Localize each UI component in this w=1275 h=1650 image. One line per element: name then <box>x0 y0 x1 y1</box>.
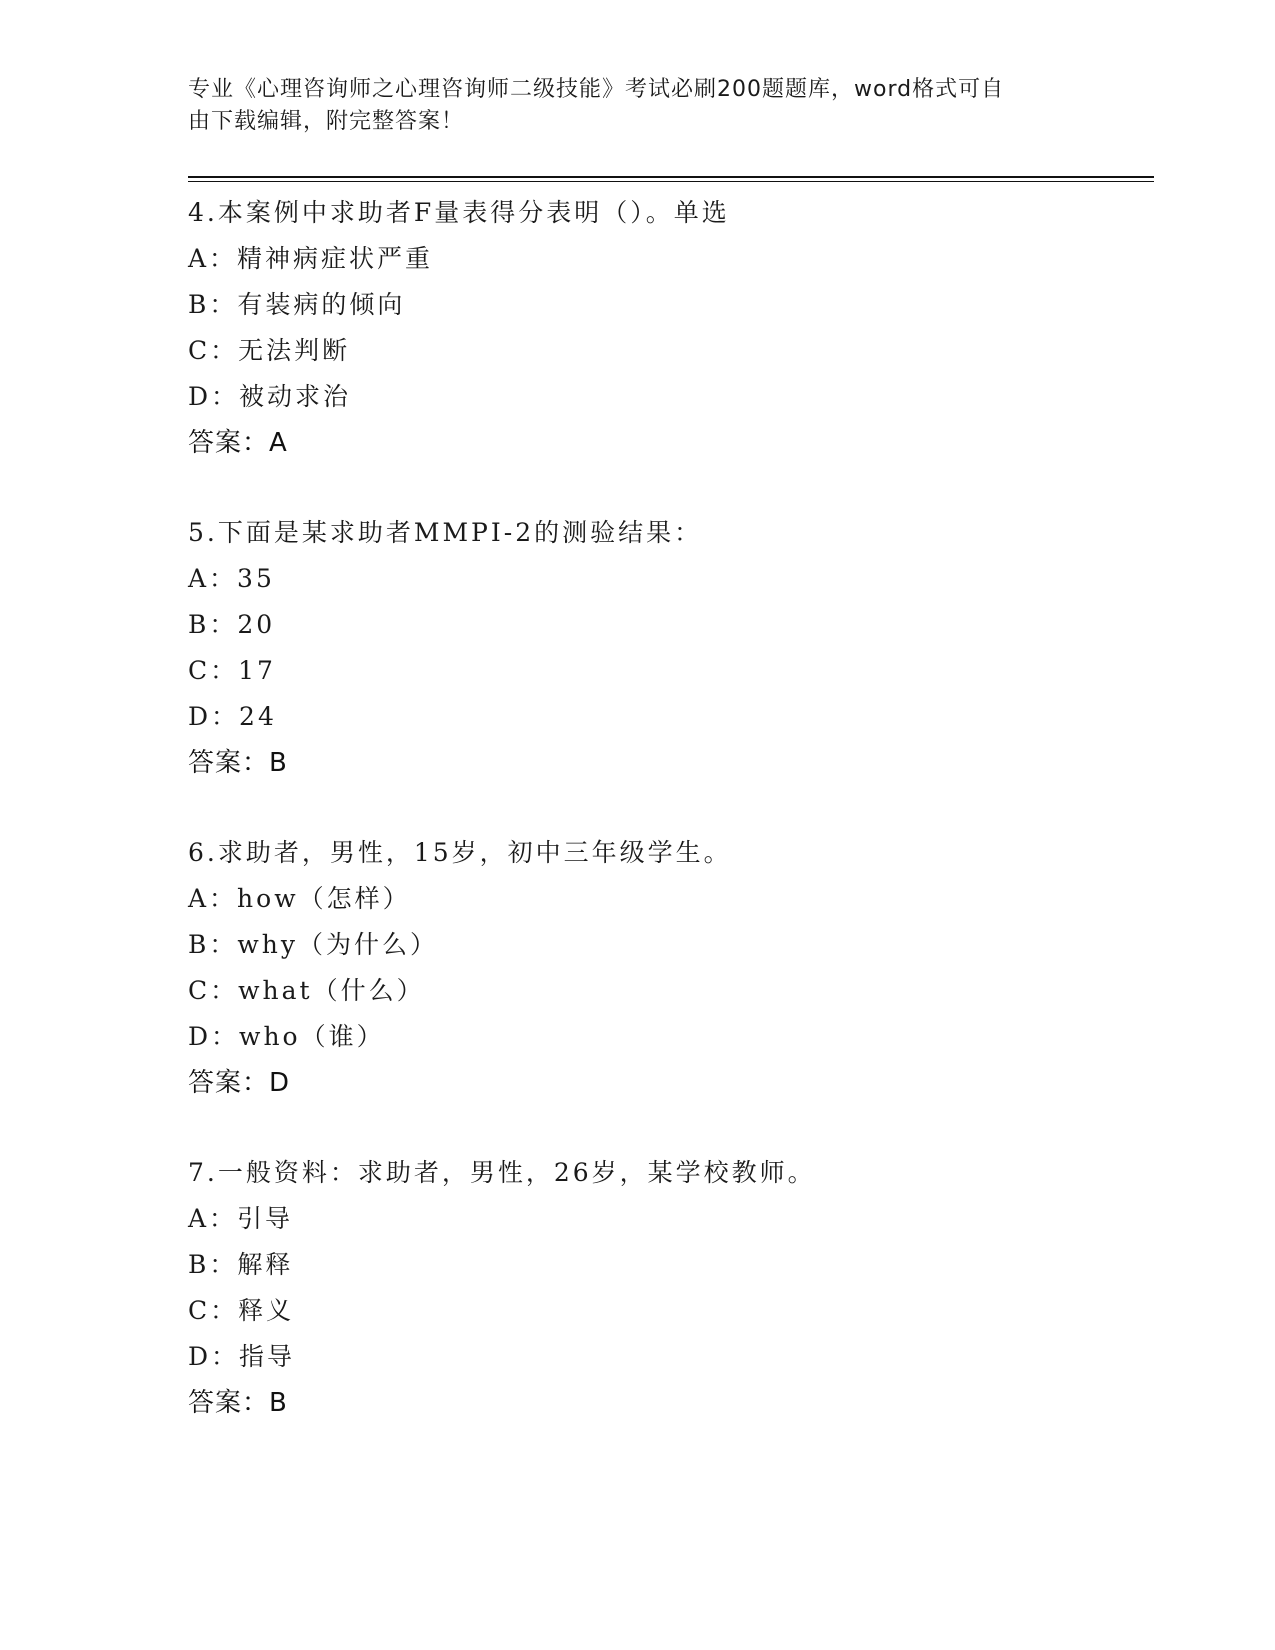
option-b: B：20 <box>188 610 276 639</box>
question-7 <box>188 1150 1148 1426</box>
question-5 <box>188 510 1148 786</box>
answer-label: 答案：B <box>188 1388 288 1418</box>
header-line-1: 专业《心理咨询师之心理咨询师二级技能》考试必刷200题题库，word格式可自 <box>188 77 1005 102</box>
option-c: C：释义 <box>188 1296 295 1325</box>
question-stem: 7.一般资料：求助者，男性，26岁，某学校教师。 <box>188 1158 816 1187</box>
document-header <box>188 74 1068 138</box>
answer-label: 答案：B <box>188 748 288 778</box>
option-d: D：被动求治 <box>188 382 352 411</box>
option-c: C：无法判断 <box>188 336 351 365</box>
answer-label: 答案：D <box>188 1068 291 1098</box>
question-stem: 5.下面是某求助者MMPI-2的测验结果： <box>188 518 703 547</box>
header-divider-thin <box>188 181 1154 182</box>
question-6 <box>188 830 1148 1106</box>
answer-label: 答案：A <box>188 428 288 458</box>
option-c: C：what（什么） <box>188 976 425 1005</box>
option-b: B：解释 <box>188 1250 294 1279</box>
question-4 <box>188 190 1148 466</box>
header-divider-thick <box>188 176 1154 178</box>
question-stem: 4.本案例中求助者F量表得分表明（）。单选 <box>188 198 730 227</box>
option-b: B：有装病的倾向 <box>188 290 406 319</box>
header-line-2: 由下载编辑，附完整答案！ <box>188 109 465 134</box>
option-a: A：35 <box>188 564 275 593</box>
option-a: A：how（怎样） <box>188 884 411 913</box>
option-d: D：指导 <box>188 1342 296 1371</box>
option-a: A：引导 <box>188 1204 294 1233</box>
option-d: D：24 <box>188 702 277 731</box>
option-d: D：who（谁） <box>188 1022 385 1051</box>
question-stem: 6.求助者，男性，15岁，初中三年级学生。 <box>188 838 732 867</box>
option-a: A：精神病症状严重 <box>188 244 434 273</box>
option-c: C：17 <box>188 656 276 685</box>
option-b: B：why（为什么） <box>188 930 438 959</box>
question-list <box>188 190 1148 1470</box>
